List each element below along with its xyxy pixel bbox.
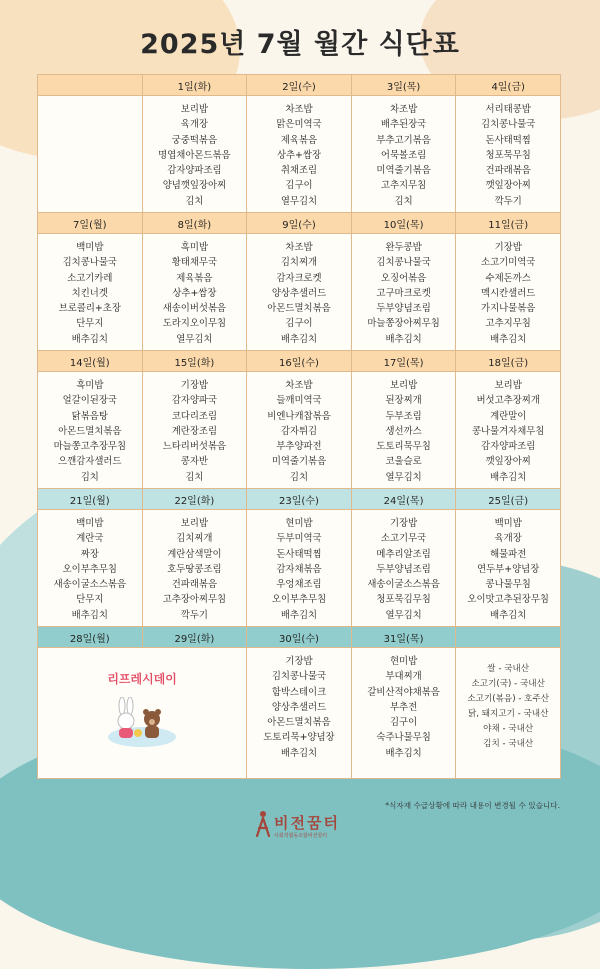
menu-item: 감자튀김 [280, 425, 318, 437]
menu-item: 수제돈까스 [485, 272, 531, 284]
date-header: 11일(금) [456, 213, 561, 234]
menu-item: 궁중떡볶음 [171, 134, 218, 146]
page-title: 2025년 7월 월간 식단표 [140, 29, 460, 60]
menu-list [456, 102, 560, 209]
menu-item: 김치 [185, 195, 204, 207]
menu-item: 고구마크로켓 [376, 287, 431, 299]
menu-item: 김치찌개 [176, 533, 213, 545]
menu-row [38, 648, 561, 779]
menu-cell [38, 96, 143, 213]
logo [254, 808, 374, 842]
origin-item: 소고기(국) - 국내산 [471, 679, 545, 689]
menu-item: 고추지무침 [485, 318, 531, 330]
menu-item: 닭볶음탕 [71, 410, 108, 422]
menu-item: 오이부추무침 [271, 594, 327, 606]
menu-item: 감자양파조림 [167, 165, 222, 177]
logo-subtitle: 사회적협동조합비전꿈터 [274, 833, 328, 839]
menu-item: 돈사태떡찜 [485, 134, 531, 146]
menu-item: 열무김치 [385, 471, 422, 483]
menu-cell [247, 234, 352, 351]
menu-item: 소고기미역국 [481, 257, 536, 269]
bunny-bear-illustration [102, 697, 182, 747]
menu-item: 건파래볶음 [485, 165, 531, 177]
notice-text: *식자재 수급상황에 따라 내용이 변경될 수 있습니다. [385, 801, 560, 810]
menu-item: 마늘쫑고추장무침 [53, 441, 127, 453]
menu-item: 도라지오이무침 [162, 318, 227, 330]
menu-row [38, 234, 561, 351]
menu-item: 두부조림 [385, 410, 422, 422]
menu-item: 콩자반 [180, 456, 208, 468]
menu-item: 황태채무국 [171, 257, 218, 269]
menu-item: 새송이굴소스볶음 [53, 579, 127, 591]
menu-item: 백미밥 [76, 242, 104, 253]
menu-cell [142, 510, 247, 627]
menu-item: 열무김치 [280, 195, 318, 207]
date-header: 18일(금) [456, 351, 561, 372]
menu-list [352, 378, 456, 485]
characters-icon [102, 697, 182, 747]
menu-item: 두부미역국 [276, 533, 322, 545]
menu-item: 기장밥 [180, 380, 208, 391]
menu-item: 계란국 [76, 533, 104, 545]
menu-item: 새송이굴소스볶음 [367, 579, 440, 591]
menu-list [247, 240, 351, 347]
menu-list [143, 378, 247, 485]
menu-cell [38, 510, 143, 627]
menu-item: 감자양파국 [171, 395, 218, 407]
menu-list [143, 240, 247, 347]
menu-item: 생선까스 [385, 425, 422, 437]
menu-list [143, 102, 247, 209]
date-header: 21일(월) [38, 489, 143, 510]
origin-list [456, 662, 560, 752]
menu-item: 제육볶음 [280, 134, 318, 146]
menu-item: 콩나물무침 [485, 579, 531, 591]
date-header: 1일(화) [142, 75, 247, 96]
menu-item: 김치 [185, 471, 204, 483]
menu-item: 배추김치 [71, 333, 108, 345]
menu-item: 메추리알조림 [376, 548, 431, 560]
menu-item: 서리태콩밥 [485, 104, 531, 115]
menu-list [352, 654, 456, 761]
date-header: 9일(수) [247, 213, 352, 234]
menu-item: 도토리묵+양념장 [263, 732, 335, 744]
menu-item: 아몬드멸치볶음 [267, 717, 331, 729]
menu-item: 아몬드멸치볶음 [267, 303, 331, 315]
menu-item: 미역줄기볶음 [271, 456, 327, 468]
menu-item: 보리밥 [180, 518, 208, 529]
menu-item: 어묵볼조림 [380, 149, 427, 161]
menu-item: 차조밥 [285, 104, 313, 115]
menu-item: 차조밥 [285, 380, 313, 391]
menu-item: 새송이버섯볶음 [162, 303, 227, 315]
menu-item: 깻잎장아찌 [485, 456, 531, 468]
date-header-row [38, 627, 561, 648]
menu-item: 기장밥 [494, 242, 522, 253]
date-header: 28일(월) [38, 627, 143, 648]
menu-list [38, 516, 142, 623]
menu-cell [351, 510, 456, 627]
menu-cell [38, 648, 247, 779]
date-header [38, 75, 143, 96]
menu-item: 깻잎장아찌 [485, 180, 531, 192]
date-header: 3일(목) [351, 75, 456, 96]
menu-item: 마늘쫑장아찌무침 [367, 318, 440, 330]
menu-item: 차조밥 [285, 242, 313, 253]
menu-list [456, 240, 560, 347]
menu-item: 배추김치 [490, 333, 527, 345]
menu-cell [142, 96, 247, 213]
menu-item: 고추장아찌무침 [162, 594, 227, 606]
origin-item: 닭, 돼지고기 - 국내산 [467, 709, 549, 719]
menu-list [143, 516, 247, 623]
menu-item: 청포묵김무침 [376, 594, 431, 606]
menu-cell [247, 510, 352, 627]
refresh-day-label: 리프레시데이 [107, 672, 177, 686]
menu-item: 보리밥 [494, 380, 522, 391]
menu-item: 부추전 [389, 701, 418, 713]
menu-cell [142, 372, 247, 489]
menu-cell [247, 96, 352, 213]
menu-item: 김구이 [389, 717, 418, 729]
menu-item: 배추김치 [280, 609, 318, 621]
date-header: 22일(화) [142, 489, 247, 510]
menu-item: 오이부추무침 [62, 563, 117, 575]
menu-cell [351, 96, 456, 213]
menu-item: 아몬드멸치볶음 [58, 425, 122, 437]
menu-item: 배추김치 [280, 747, 318, 759]
menu-cell [38, 234, 143, 351]
menu-item: 배추김치 [490, 609, 527, 621]
menu-item: 감자채볶음 [276, 563, 322, 575]
menu-list [456, 378, 560, 485]
menu-list [352, 102, 456, 209]
menu-list [352, 516, 456, 623]
menu-item: 김구이 [285, 180, 313, 192]
menu-item: 으깬감자샐러드 [58, 456, 122, 468]
menu-item: 부추고기볶음 [376, 134, 431, 146]
menu-item: 소고기무국 [380, 533, 427, 545]
menu-item: 양상추샐러드 [271, 701, 327, 713]
menu-item: 건파래볶음 [171, 579, 218, 591]
menu-item: 김치콩나물국 [481, 119, 536, 131]
menu-row [38, 510, 561, 627]
menu-item: 브로콜리+초장 [58, 303, 121, 315]
menu-item: 두부양념조림 [376, 303, 431, 315]
menu-item: 열무김치 [176, 333, 213, 345]
logo-name: 비전꿈터 [274, 814, 340, 832]
menu-item: 된장찌개 [385, 395, 422, 407]
menu-item: 청포묵무침 [485, 149, 531, 161]
date-header: 8일(화) [142, 213, 247, 234]
menu-item: 감자크로켓 [276, 272, 322, 284]
menu-item: 연두부+양념장 [477, 563, 540, 575]
menu-item: 코다리조림 [171, 410, 218, 422]
menu-cell [456, 96, 561, 213]
menu-cell [351, 372, 456, 489]
date-header: 24일(목) [351, 489, 456, 510]
menu-table [37, 74, 561, 779]
menu-item: 기장밥 [285, 656, 313, 667]
menu-cell [38, 372, 143, 489]
date-header-row [38, 213, 561, 234]
date-header: 2일(수) [247, 75, 352, 96]
menu-item: 보리밥 [389, 380, 418, 391]
menu-item: 육개장 [494, 533, 522, 545]
menu-list [352, 240, 456, 347]
menu-item: 김구이 [285, 318, 313, 330]
menu-item: 현미밥 [389, 656, 418, 667]
menu-item: 김치찌개 [280, 257, 318, 269]
menu-item: 상추+쌈장 [276, 149, 322, 161]
menu-item: 배추김치 [385, 333, 422, 345]
menu-row [38, 372, 561, 489]
menu-item: 육개장 [180, 119, 208, 131]
menu-cell [142, 234, 247, 351]
menu-item: 양념깻잎장아찌 [162, 180, 227, 192]
date-header: 23일(수) [247, 489, 352, 510]
menu-cell [351, 648, 456, 779]
menu-item: 계란삼색말이 [167, 548, 222, 560]
date-header-row [38, 489, 561, 510]
menu-item: 백미밥 [494, 518, 522, 529]
menu-item: 해물파전 [490, 548, 527, 560]
menu-item: 깍두기 [180, 609, 208, 621]
menu-item: 도토리묵무침 [376, 441, 431, 453]
menu-item: 김치 [289, 471, 309, 483]
date-header: 4일(금) [456, 75, 561, 96]
date-header: 10일(목) [351, 213, 456, 234]
menu-cell [456, 372, 561, 489]
menu-item: 계란장조림 [171, 425, 218, 437]
menu-item: 맑은미역국 [276, 119, 322, 131]
menu-item: 멕시칸샐러드 [481, 287, 536, 299]
menu-item: 오이맛고추된장무침 [467, 594, 549, 606]
origin-item: 야채 - 국내산 [483, 724, 534, 734]
menu-item: 김치 [394, 195, 413, 207]
menu-list [38, 378, 142, 485]
date-header: 29일(화) [142, 627, 247, 648]
menu-item: 김치 [80, 471, 99, 483]
menu-item: 보리밥 [180, 104, 208, 115]
menu-item: 코울슬로 [385, 456, 422, 468]
date-header: 30일(수) [247, 627, 352, 648]
menu-item: 숙주나물무침 [376, 732, 431, 744]
menu-item: 단무지 [76, 594, 104, 606]
date-header: 7일(월) [38, 213, 143, 234]
menu-item: 두부양념조림 [376, 563, 431, 575]
menu-item: 기장밥 [389, 518, 418, 529]
menu-cell [247, 648, 352, 779]
menu-item: 배추김치 [490, 471, 527, 483]
date-header: 16일(수) [247, 351, 352, 372]
menu-item: 감자양파조림 [481, 441, 536, 453]
menu-item: 콩나물겨자채무침 [471, 425, 545, 437]
menu-list [247, 516, 351, 623]
menu-item: 얼갈이된장국 [62, 395, 117, 407]
date-header: 25일(금) [456, 489, 561, 510]
menu-item: 배추된장국 [380, 119, 427, 131]
menu-cell [351, 234, 456, 351]
menu-list [247, 378, 351, 485]
date-header: 15일(화) [142, 351, 247, 372]
menu-item: 비엔나캐찹볶음 [267, 410, 331, 422]
menu-item: 김치콩나물국 [62, 257, 117, 269]
menu-item: 배추김치 [385, 747, 422, 759]
date-header: 14일(월) [38, 351, 143, 372]
date-header: 17일(목) [351, 351, 456, 372]
menu-item: 치킨너겟 [71, 287, 108, 299]
menu-item: 버섯고추장찌개 [476, 395, 540, 407]
menu-cell [456, 648, 561, 779]
menu-item: 함박스테이크 [271, 686, 327, 698]
menu-list [38, 240, 142, 347]
menu-item: 부대찌개 [385, 671, 422, 683]
menu-item: 부추양파전 [276, 441, 322, 453]
menu-item: 백미밥 [76, 518, 104, 529]
menu-item: 들깨미역국 [276, 395, 322, 407]
menu-item: 느타리버섯볶음 [162, 441, 227, 453]
menu-item: 상추+쌈장 [172, 287, 217, 299]
menu-item: 차조밥 [389, 104, 418, 115]
origin-item: 쌀 - 국내산 [487, 664, 530, 674]
logo-icon [254, 810, 272, 838]
menu-item: 고추지무침 [380, 180, 427, 192]
menu-item: 가지나물볶음 [481, 303, 536, 315]
menu-item: 우엉채조림 [276, 579, 322, 591]
menu-item: 미역줄기볶음 [376, 165, 431, 177]
menu-list [247, 102, 351, 209]
menu-item: 계란말이 [490, 410, 527, 422]
date-header-row [38, 351, 561, 372]
menu-item: 갈비산적야채볶음 [367, 686, 440, 698]
date-header: 31일(목) [351, 627, 456, 648]
menu-item: 현미밥 [285, 518, 313, 529]
menu-item: 배추김치 [71, 609, 108, 621]
date-header-row [38, 75, 561, 96]
menu-item: 제육볶음 [176, 272, 213, 284]
menu-item: 완두콩밥 [385, 242, 422, 253]
menu-item: 김치콩나물국 [271, 671, 327, 683]
menu-list [456, 516, 560, 623]
menu-item: 돈사태떡찜 [276, 548, 322, 560]
date-header [456, 627, 561, 648]
menu-item: 소고기카레 [67, 272, 113, 284]
menu-item: 김치콩나물국 [376, 257, 431, 269]
menu-item: 깍두기 [494, 195, 522, 207]
menu-item: 명엽채아몬드볶음 [158, 149, 231, 161]
menu-cell [456, 234, 561, 351]
origin-item: 김치 - 국내산 [483, 739, 534, 749]
origin-item: 소고기(볶음) - 호주산 [467, 694, 550, 704]
menu-item: 흑미밥 [180, 242, 208, 253]
menu-item: 열무김치 [385, 609, 422, 621]
menu-item: 호두땅콩조림 [167, 563, 222, 575]
menu-cell [247, 372, 352, 489]
menu-item: 흑미밥 [76, 380, 104, 391]
menu-item: 오징어볶음 [380, 272, 427, 284]
menu-cell [456, 510, 561, 627]
menu-list [247, 654, 351, 761]
menu-item: 짜장 [80, 548, 99, 560]
menu-item: 배추김치 [280, 333, 318, 345]
menu-item: 양상추샐러드 [271, 287, 327, 299]
menu-item: 단무지 [76, 318, 104, 330]
menu-row [38, 96, 561, 213]
menu-item: 취채조림 [280, 165, 318, 177]
